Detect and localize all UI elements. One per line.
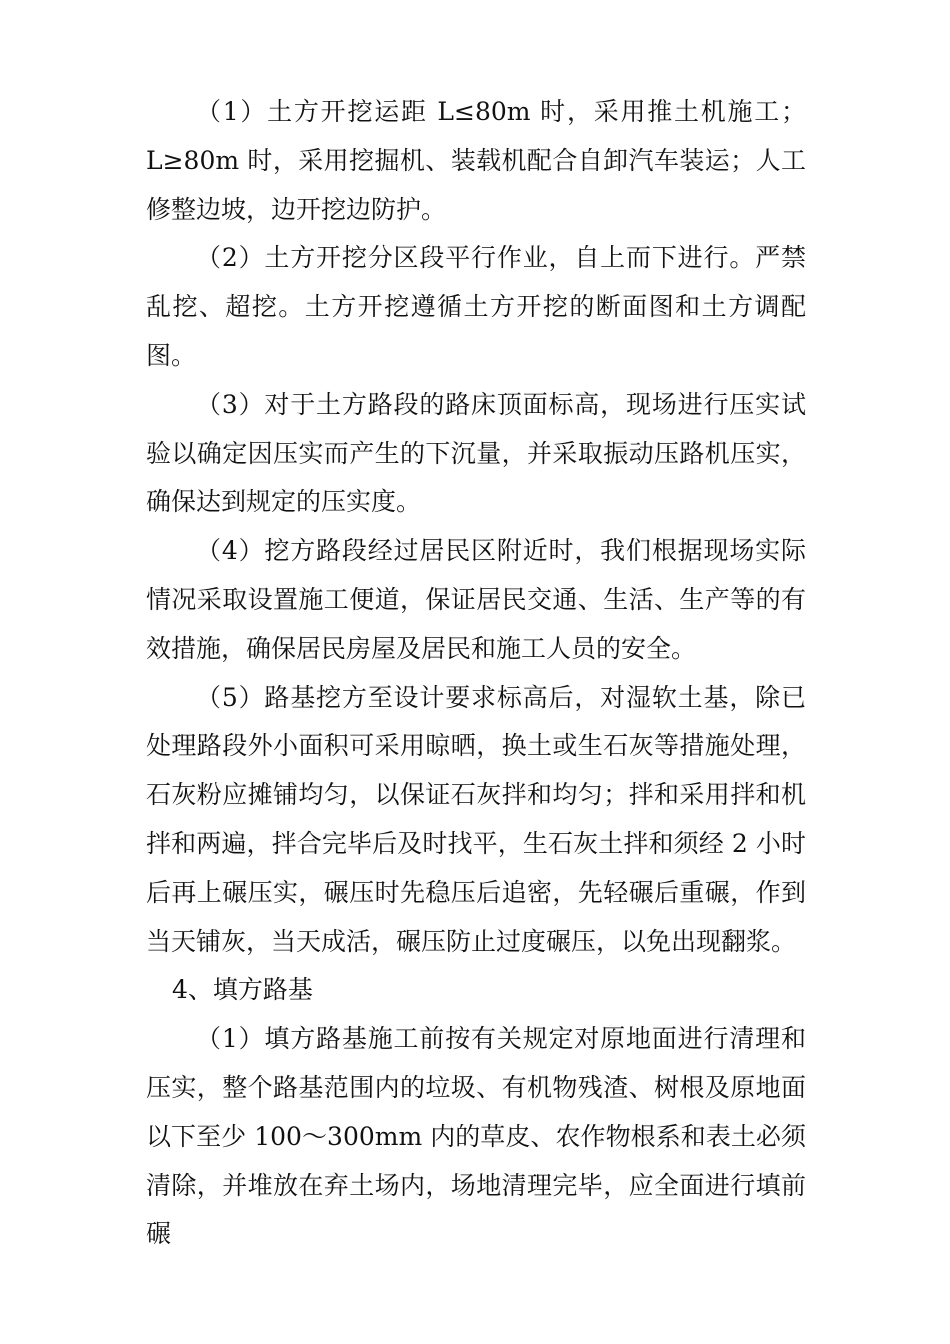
paragraph-5: （5）路基挖方至设计要求标高后，对湿软土基，除已处理路段外小面积可采用晾晒，换土或生石灰等措施处理，石灰粉应摊铺均匀，以保证石灰拌和均匀；拌和采用拌和机拌和两遍，拌合完毕后及时找平，生石灰土拌和须经 2 小时后再上碾压实，碾压时先稳压后追密，先轻碾后重碾，作到当天铺灰，当天成活，碾压防止过度碾压，以免出现翻浆。 <box>146 682 806 956</box>
document-body <box>146 88 806 1259</box>
section-paragraph-1: （1）填方路基施工前按有关规定对原地面进行清理和压实，整个路基范围内的垃圾、有机物残渣、树根及原地面以下至少 100～300mm 内的草皮、农作物根系和表土必须清除，并堆放在弃土场内，场地清理完毕，应全面进行填前碾 <box>146 1024 806 1249</box>
paragraph-3: （3）对于土方路段的路床顶面标高，现场进行压实试验以确定因压实而产生的下沉量，并采取振动压路机压实，确保达到规定的压实度。 <box>146 389 806 517</box>
paragraph-4: （4）挖方路段经过居民区附近时，我们根据现场实际情况采取设置施工便道，保证居民交通、生活、生产等的有效措施，确保居民房屋及居民和施工人员的安全。 <box>146 536 806 663</box>
paragraph-1: （1）土方开挖运距 L≤80m 时，采用推土机施工；L≥80m 时，采用挖掘机、装载机配合自卸汽车装运；人工修整边坡，边开挖边防护。 <box>146 97 806 224</box>
section-heading: 4、填方路基 <box>172 975 313 1005</box>
paragraph-2: （2）土方开挖分区段平行作业，自上而下进行。严禁乱挖、超挖。土方开挖遵循土方开挖的断面图和土方调配图。 <box>146 243 806 370</box>
